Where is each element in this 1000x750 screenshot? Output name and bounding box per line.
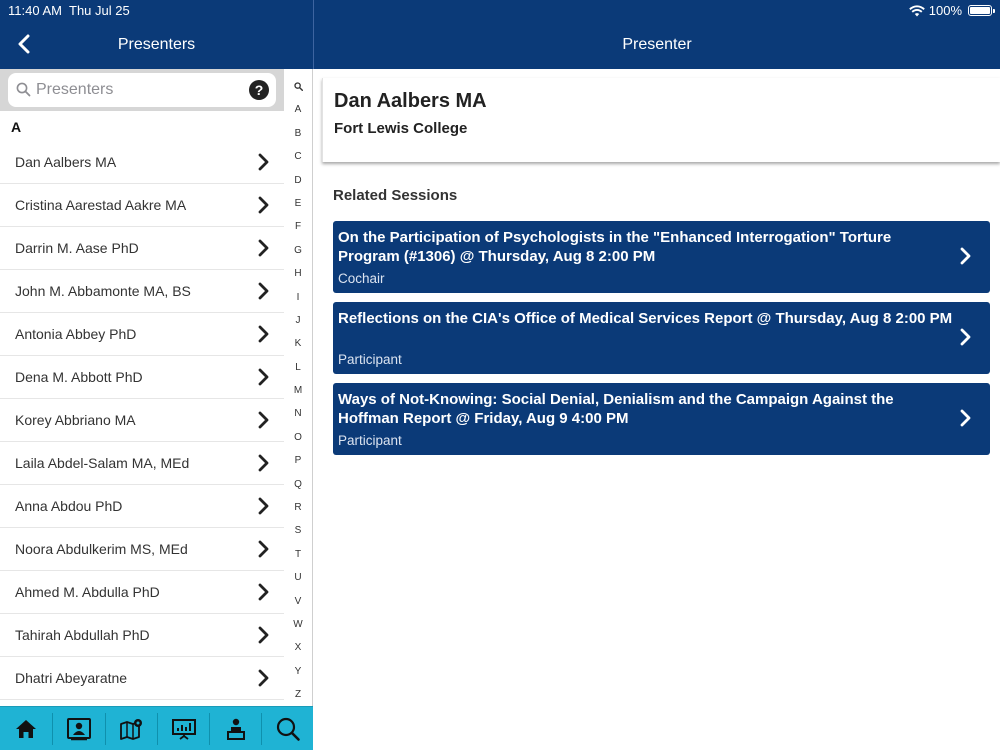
list-item[interactable] xyxy=(0,528,284,571)
session-title: On the Participation of Psychologists in the "Enhanced Interrogation" Torture Program (#1306) @ Thursday, Aug 8 2:00 PM xyxy=(338,229,892,265)
session-card[interactable] xyxy=(333,302,990,374)
index-letter[interactable]: P xyxy=(294,455,302,467)
index-letter[interactable]: C xyxy=(294,151,302,163)
chevron-right-icon xyxy=(257,153,269,171)
nav-divider xyxy=(313,0,314,69)
index-letter[interactable]: Y xyxy=(294,665,302,677)
list-item[interactable] xyxy=(0,356,284,399)
list-item[interactable] xyxy=(0,571,284,614)
index-letter[interactable]: W xyxy=(293,618,303,630)
tab-presenters[interactable] xyxy=(210,707,262,750)
list-item[interactable] xyxy=(0,614,284,657)
list-item[interactable] xyxy=(0,657,284,700)
presenter-list-name: Anna Abdou PhD xyxy=(15,498,123,514)
section-header: A xyxy=(11,119,22,135)
presenter-detail-pane xyxy=(314,69,1000,750)
chevron-right-icon xyxy=(257,540,269,558)
presenter-list-name: Darrin M. Aase PhD xyxy=(15,240,139,256)
status-date: Thu Jul 25 xyxy=(69,3,130,18)
wifi-icon xyxy=(909,5,925,17)
tab-maps[interactable] xyxy=(106,707,158,750)
index-letter[interactable]: K xyxy=(294,338,302,350)
related-sessions-heading: Related Sessions xyxy=(333,187,458,204)
search-input[interactable] xyxy=(36,78,246,102)
battery-icon xyxy=(968,5,992,16)
session-role: Cochair xyxy=(338,271,385,286)
right-pane-title: Presenter xyxy=(622,36,692,53)
list-item[interactable] xyxy=(0,270,284,313)
presenter-list-name: Ahmed M. Abdulla PhD xyxy=(15,584,160,600)
index-letter[interactable]: G xyxy=(294,244,302,256)
presenter-list-name: Dan Aalbers MA xyxy=(15,154,117,170)
tab-search[interactable] xyxy=(262,707,314,750)
index-letter[interactable]: O xyxy=(294,431,302,443)
session-title: Reflections on the CIA's Office of Medical Services Report @ Thursday, Aug 8 2:00 PM xyxy=(338,310,953,327)
search-bar xyxy=(0,69,284,111)
presenter-list-name: John M. Abbamonte MA, BS xyxy=(15,283,191,299)
list-item[interactable] xyxy=(0,227,284,270)
help-icon[interactable]: ? xyxy=(249,80,269,100)
index-letter[interactable]: A xyxy=(294,104,302,116)
chevron-right-icon xyxy=(257,626,269,644)
presenter-list xyxy=(0,141,284,700)
battery-percent: 100% xyxy=(928,3,962,18)
index-search-icon[interactable] xyxy=(286,75,310,98)
presenter-list-name: Korey Abbriano MA xyxy=(15,412,136,428)
presenter-list-name: Dhatri Abeyaratne xyxy=(15,670,128,686)
presenter-list-name: Dena M. Abbott PhD xyxy=(15,369,143,385)
search-icon xyxy=(16,82,31,97)
presenter-icon xyxy=(224,717,248,741)
index-letter[interactable]: S xyxy=(294,525,302,537)
chevron-right-icon xyxy=(257,282,269,300)
home-icon xyxy=(14,718,38,740)
session-card[interactable] xyxy=(333,383,990,455)
tab-contacts[interactable] xyxy=(53,707,105,750)
alphabet-index[interactable] xyxy=(286,75,310,705)
left-pane-title: Presenters xyxy=(117,36,196,53)
index-letter[interactable]: M xyxy=(293,385,303,397)
chevron-right-icon xyxy=(257,411,269,429)
chevron-right-icon xyxy=(257,368,269,386)
index-letter[interactable]: X xyxy=(294,642,302,654)
chevron-right-icon xyxy=(257,669,269,687)
index-letter[interactable]: B xyxy=(294,127,302,139)
index-letter[interactable]: Z xyxy=(294,689,302,701)
presenter-organization: Fort Lewis College xyxy=(334,120,468,137)
chevron-right-icon xyxy=(257,325,269,343)
chevron-right-icon xyxy=(959,328,971,346)
session-card[interactable] xyxy=(333,221,990,293)
presenter-list-name: Antonia Abbey PhD xyxy=(15,326,137,342)
session-role: Participant xyxy=(338,433,402,448)
chevron-right-icon xyxy=(257,583,269,601)
tab-bar xyxy=(0,706,313,750)
map-icon xyxy=(119,717,145,741)
index-letter[interactable]: E xyxy=(294,197,302,209)
index-letter[interactable]: T xyxy=(294,548,302,560)
presenter-list-name: Laila Abdel-Salam MA, MEd xyxy=(15,455,190,471)
chevron-right-icon xyxy=(257,497,269,515)
top-bar xyxy=(0,0,1000,69)
list-item[interactable] xyxy=(0,442,284,485)
tab-home[interactable] xyxy=(0,707,52,750)
index-letter[interactable]: R xyxy=(294,502,302,514)
list-item[interactable] xyxy=(0,399,284,442)
presenter-name: Dan Aalbers MA xyxy=(334,90,487,112)
index-letter[interactable]: H xyxy=(294,268,302,280)
search-icon xyxy=(275,716,301,742)
tab-sessions[interactable] xyxy=(158,707,210,750)
list-item[interactable] xyxy=(0,141,284,184)
presenter-card xyxy=(322,78,1000,162)
index-letter[interactable]: I xyxy=(296,291,300,303)
list-item[interactable] xyxy=(0,184,284,227)
presenter-list-name: Tahirah Abdullah PhD xyxy=(15,627,150,643)
chevron-right-icon xyxy=(257,196,269,214)
presenter-list-pane xyxy=(0,69,313,706)
chevron-right-icon xyxy=(959,247,971,265)
session-title: Ways of Not-Knowing: Social Denial, Denialism and the Campaign Against the Hoffman Report @ Friday, Aug 9 4:00 PM xyxy=(338,391,894,427)
presenter-list-name: Cristina Aarestad Aakre MA xyxy=(15,197,187,213)
index-letter[interactable]: F xyxy=(294,221,302,233)
chevron-right-icon xyxy=(257,454,269,472)
index-letter[interactable]: U xyxy=(294,572,302,584)
chevron-right-icon xyxy=(959,409,971,427)
index-letter[interactable]: J xyxy=(295,314,301,326)
presenter-list-name: Noora Abdulkerim MS, MEd xyxy=(15,541,188,557)
chevron-right-icon xyxy=(257,239,269,257)
index-letter[interactable]: D xyxy=(294,174,302,186)
index-letter[interactable]: V xyxy=(294,595,302,607)
session-role: Participant xyxy=(338,352,402,367)
contact-card-icon xyxy=(66,717,92,741)
search-box xyxy=(8,73,276,107)
list-item[interactable] xyxy=(0,485,284,528)
index-letter[interactable]: L xyxy=(295,361,301,373)
list-item[interactable] xyxy=(0,313,284,356)
index-letter[interactable]: Q xyxy=(294,478,302,490)
presentation-icon xyxy=(171,717,197,741)
status-right xyxy=(909,3,992,18)
index-letter[interactable]: N xyxy=(294,408,302,420)
status-time: 11:40 AM xyxy=(8,3,62,18)
